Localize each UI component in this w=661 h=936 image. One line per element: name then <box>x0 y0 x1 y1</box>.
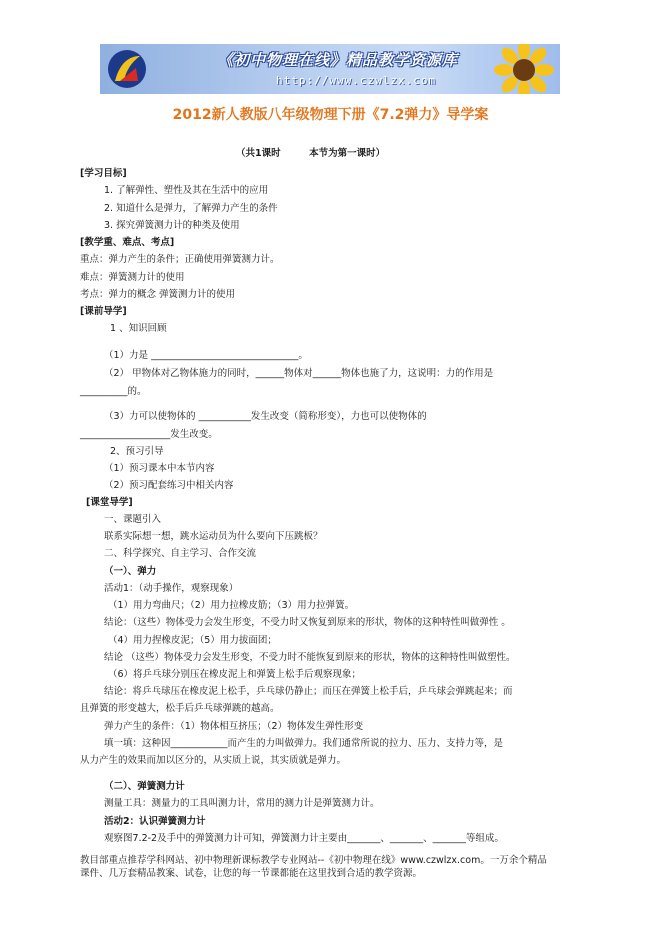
text-line: 1 、知识回顾 <box>110 323 167 334</box>
text-line: 活动2：认识弹簧测力计 <box>104 816 206 827</box>
text-line: 结论：（这些）物体受力会发生形变，不受力时又恢复到原来的形状，物体的这种特性叫做弹性 。 <box>104 617 511 628</box>
text-line: （3）力可以使物体的 ___________发生改变（简称形变），力也可以使物体的 <box>104 411 427 422</box>
text-line: 2、预习引导 <box>110 446 164 457</box>
section-heading: [学习目标] <box>80 168 127 179</box>
text-line: （1）力是 _______________________________。 <box>104 350 308 361</box>
list-item: 1. 了解弹性、塑性及其在生活中的应用 <box>104 185 269 196</box>
section-heading: [课前导学] <box>80 306 127 317</box>
text-line: （2）预习配套练习中相关内容 <box>104 480 234 491</box>
text-line: （6）将乒乓球分别压在橡皮泥上和弹簧上松手后观察现象； <box>108 669 362 680</box>
text-line: 从力产生的效果而加以区分的，从实质上说，其实质就是弹力。 <box>80 755 347 766</box>
text-line: 二、科学探究、自主学习、合作交流 <box>104 548 257 559</box>
subsection-heading: （一）、弹力 <box>104 566 157 577</box>
text-line: （1）用力弯曲尺；（2）用力拉橡皮筋；（3）用力拉弹簧。 <box>108 600 355 611</box>
text-line: __________的。 <box>80 386 147 397</box>
footer-line: 课件、几万套精品教案、试卷，让您的每一节课都能在这里找到合适的教学资源。 <box>80 868 423 879</box>
text-line: ___________________发生改变。 <box>80 429 218 440</box>
document-title: 2012新人教版八年级物理下册《7.2弹力》导学案 <box>172 107 489 123</box>
sunflower-icon <box>492 44 556 94</box>
section-heading: [课堂导学] <box>86 497 133 508</box>
text-line: 一、课题引入 <box>104 514 162 525</box>
text-line: （1）预习课本中本节内容 <box>104 463 215 474</box>
text-line: （2） 甲物体对乙物体施力的同时，______物体对______物体也施了力，这说明：力的作用是 <box>104 368 494 379</box>
text-line: 考点：弹力的概念 弹簧测力计的使用 <box>80 289 236 300</box>
text-line: 结论：将乒乓球压在橡皮泥上松手，乒乓球仍静止；而压在弹簧上松手后，乒乓球会弹跳起来；而 <box>104 686 513 697</box>
header-banner <box>100 44 560 94</box>
text-line: 结论 （这些）物体受力会发生形变，不受力时不能恢复到原来的形状，物体的这种特性叫做塑性。 <box>104 652 516 663</box>
text-line: （4）用力捏橡皮泥；（5）用力拔面团； <box>108 635 277 646</box>
list-item: 2. 知道什么是弹力，了解弹力产生的条件 <box>104 203 278 214</box>
session-note: （共1课时 本节为第一课时） <box>236 148 386 159</box>
subsection-heading: （二）、弹簧测力计 <box>104 781 185 792</box>
text-line: 测量工具：测量力的工具叫测力计，常用的测力计是弹簧测力计。 <box>104 798 380 809</box>
text-line: 重点：弹力产生的条件；正确使用弹簧测力计。 <box>80 254 280 265</box>
text-line: 活动1：（动手操作，观察现象） <box>104 583 239 594</box>
footer-line: 教目部重点推荐学科网站、初中物理新课标教学专业网站--《初中物理在线》www.czwlzx.com。一万余个精品 <box>80 855 547 866</box>
section-heading: [教学重、难点、考点] <box>80 237 175 248</box>
text-line: 填一填：这种因____________而产生的力叫做弹力。我们通常所说的拉力、压力、支持力等，是 <box>104 738 504 749</box>
banner-url: http://www.czwlzx.com <box>276 74 437 87</box>
text-line: 弹力产生的条件：（1）物体相互挤压；（2）物体发生弹性形变 <box>104 721 364 732</box>
text-line: 观察图7.2-2及手中的弹簧测力计可知，弹簧测力计主要由_______、_______、_______等组成。 <box>104 833 504 844</box>
site-logo-icon <box>106 48 148 90</box>
text-line: 且弹簧的形变越大，松手后乒乓球弹跳的越高。 <box>80 703 280 714</box>
list-item: 3. 探究弹簧测力计的种类及使用 <box>104 220 240 231</box>
banner-title: 《初中物理在线》精品教学资源库 <box>218 51 459 69</box>
text-line: 联系实际想一想，跳水运动员为什么要向下压跳板？ <box>104 531 323 542</box>
text-line: 难点：弹簧测力计的使用 <box>80 272 185 283</box>
